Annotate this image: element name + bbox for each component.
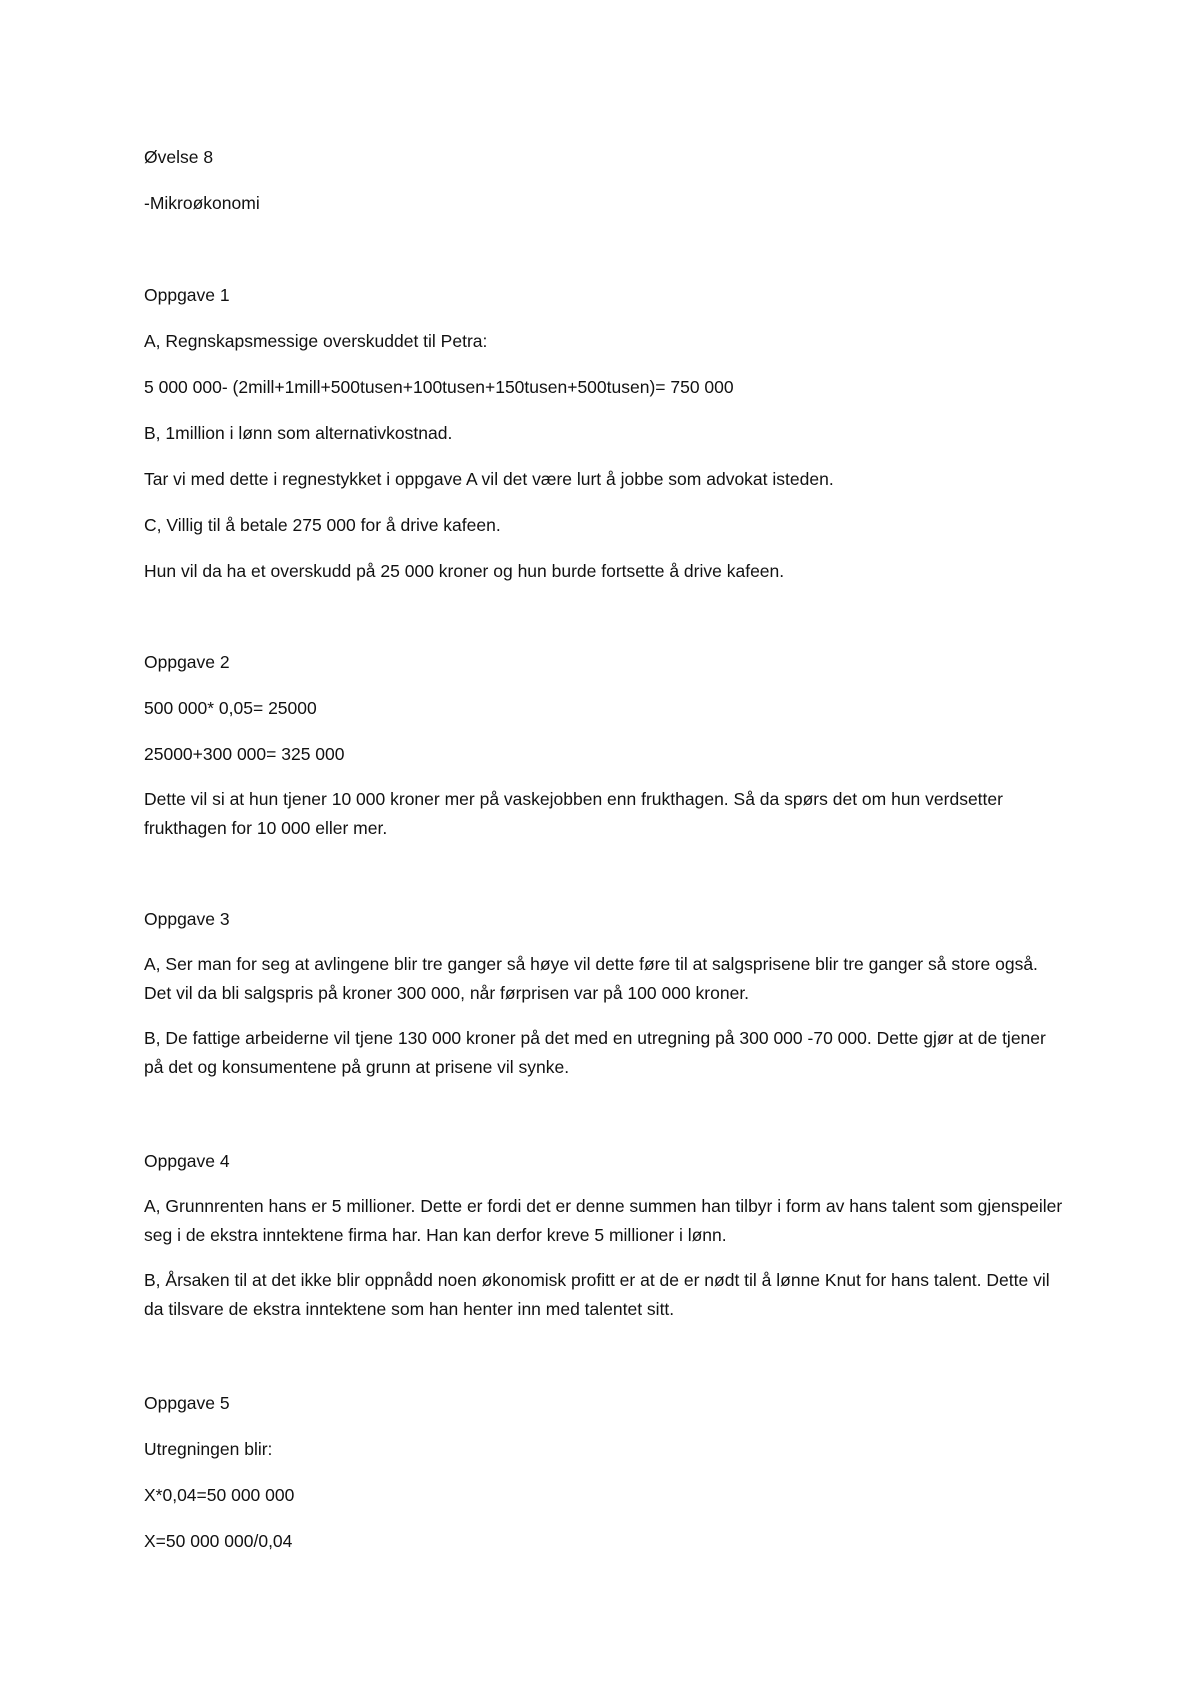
task-4-paragraph-a: A, Grunnrenten hans er 5 millioner. Dette er fordi det er denne summen han tilbyr i form av hans talent som gjenspeiler seg i de ekstra inntektene firma har. Han kan derfor kreve 5 millioner i lønn. <box>144 1196 1063 1245</box>
task-2-line-1: 500 000* 0,05= 25000 <box>144 698 317 718</box>
document-title: Øvelse 8 <box>144 147 214 167</box>
task-5-line-2: X*0,04=50 000 000 <box>144 1485 295 1505</box>
task-3-paragraph-b: B, De fattige arbeiderne vil tjene 130 000 kroner på det med en utregning på 300 000 -70 000. Dette gjør at de tjener på det og konsumentene på grunn at prisene vil synke. <box>144 1028 1046 1077</box>
task-1-line-c-text: Hun vil da ha et overskudd på 25 000 kroner og hun burde fortsette å drive kafeen. <box>144 561 785 581</box>
task-1-line-calc: 5 000 000- (2mill+1mill+500tusen+100tusen+150tusen+500tusen)= 750 000 <box>144 377 734 397</box>
task-1-line-b-text: Tar vi med dette i regnestykket i oppgave A vil det være lurt å jobbe som advokat isteden. <box>144 469 834 489</box>
task-5-line-1: Utregningen blir: <box>144 1439 273 1459</box>
task-2-line-2: 25000+300 000= 325 000 <box>144 744 345 764</box>
task-3-heading: Oppgave 3 <box>144 909 230 929</box>
task-1-line-b: B, 1million i lønn som alternativkostnad. <box>144 423 453 443</box>
task-4-paragraph-b: B, Årsaken til at det ikke blir oppnådd noen økonomisk profitt er at de er nødt til å lønne Knut for hans talent. Dette vil da tilsvare de ekstra inntektene som han henter inn med talentet sitt. <box>144 1270 1050 1319</box>
document-subtitle: -Mikroøkonomi <box>144 193 260 213</box>
task-5-heading: Oppgave 5 <box>144 1393 230 1413</box>
task-4-heading: Oppgave 4 <box>144 1151 230 1171</box>
task-5-line-3: X=50 000 000/0,04 <box>144 1531 293 1551</box>
task-3-paragraph-a: A, Ser man for seg at avlingene blir tre ganger så høye vil dette føre til at salgsprisene blir tre ganger så store også. Det vil da bli salgspris på kroner 300 000, når førprisen var på 100 000 kroner. <box>144 954 1038 1003</box>
task-2-heading: Oppgave 2 <box>144 652 230 672</box>
task-1-line-c: C, Villig til å betale 275 000 for å drive kafeen. <box>144 515 501 535</box>
task-2-paragraph: Dette vil si at hun tjener 10 000 kroner mer på vaskejobben enn frukthagen. Så da spørs det om hun verdsetter frukthagen for 10 000 eller mer. <box>144 789 1003 838</box>
task-1-heading: Oppgave 1 <box>144 285 230 305</box>
task-1-line-a: A, Regnskapsmessige overskuddet til Petra: <box>144 331 488 351</box>
